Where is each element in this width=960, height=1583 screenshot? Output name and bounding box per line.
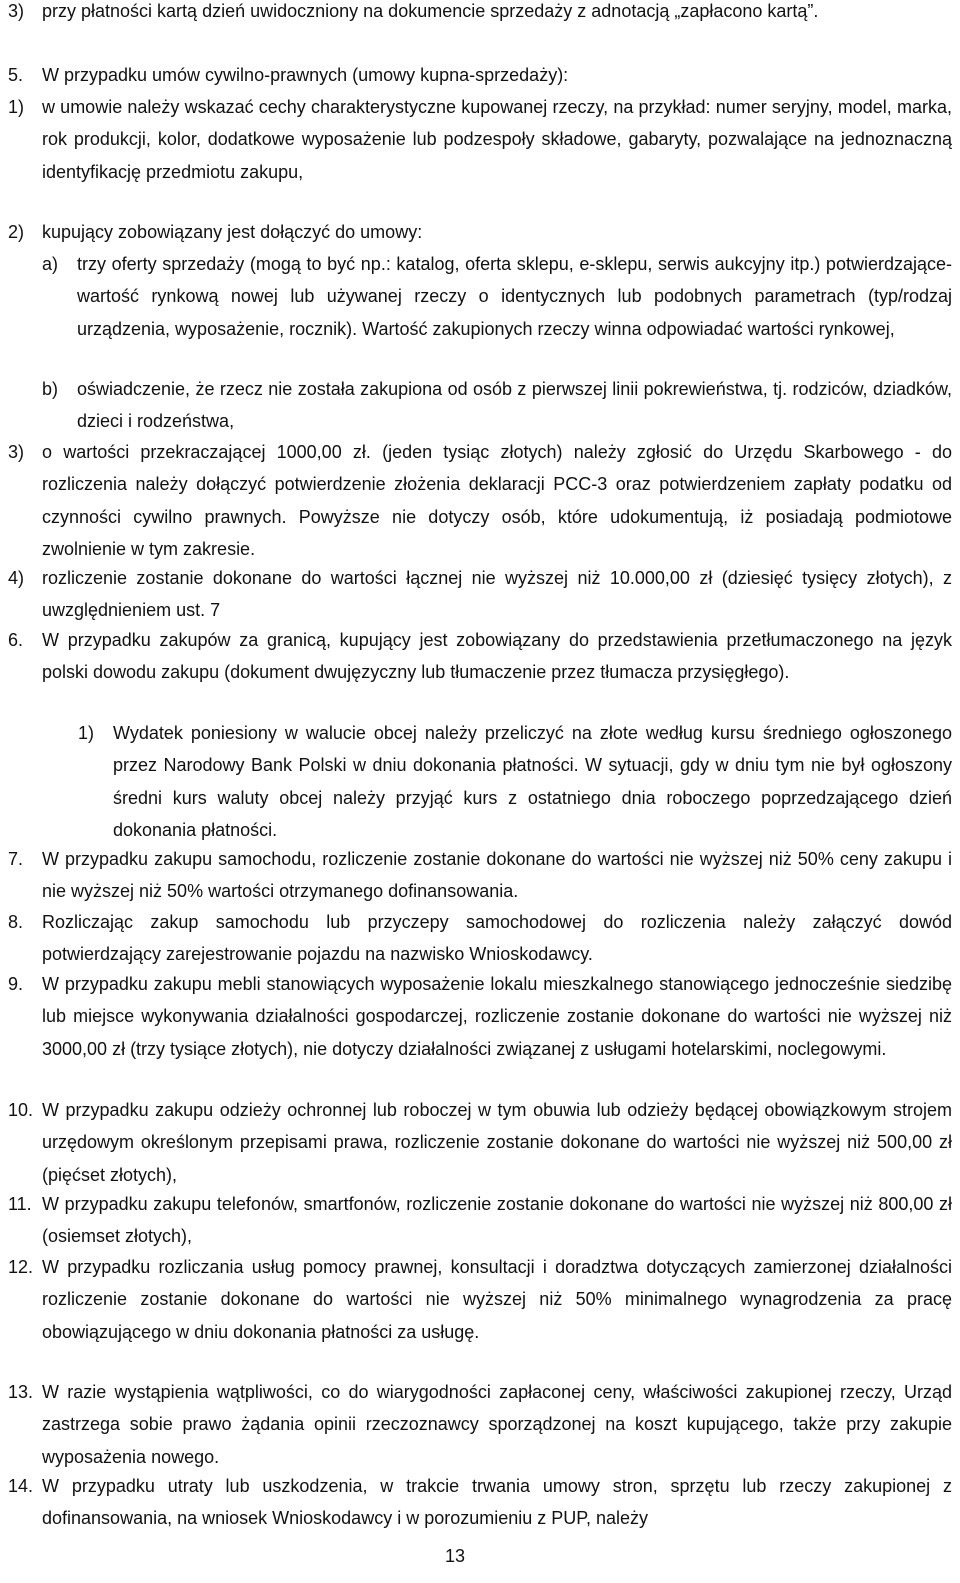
section-text: W przypadku rozliczania usług pomocy prawnej, konsultacji i doradztwa dotyczących zamierzonej działalności rozliczenie zostanie dokonane do wartości nie wyższej niż 50% minimalnego wynagrodzenia za pracę obowiązującego w dniu dokonania płatności za usługę. [42,1257,952,1342]
list-item-label: 3) [8,1,25,21]
list-item-text: o wartości przekraczającej 1000,00 zł. (jeden tysiąc złotych) należy zgłosić do Urzędu Skarbowego - do rozliczenia należy dołączyć potwierdzenie złożenia deklaracji PCC-3 oraz potwierdzeniem zapłaty podatku od czynności cywilno prawnych. Powyższe nie dotyczy osób, które udokumentują, iż posiadają podmiotowe zwolnienie w tym zakresie. [42,442,952,560]
sub-item-label: 1) [78,723,95,743]
list-item-label: 2) [8,222,25,242]
sub-item-label: a) [42,254,59,274]
section-number: 6. [8,630,24,650]
sub-item-text: trzy oferty sprzedaży (mogą to być np.: katalog, oferta sklepu, e-sklepu, serwis aukcyjny itp.) potwierdzające-wartość rynkową nowej lub używanej rzeczy o identycznych lub podobnych parametrach (typ/rodzaj urządzenia, wyposażenie, rocznik). Wartość zakupionych rzeczy winna odpowiadać wartości rynkowej, [77,254,952,339]
list-item-label: 3) [8,442,25,462]
section-text: W przypadku umów cywilno-prawnych (umowy kupna-sprzedaży): [42,65,569,85]
list-item-text: rozliczenie zostanie dokonane do wartości łącznej nie wyższej niż 10.000,00 zł (dziesięć tysięcy złotych), z uwzględnieniem ust. 7 [42,568,952,621]
section-number: 11. [8,1194,32,1214]
page-number: 13 [444,1546,466,1566]
section-number: 5. [8,65,24,85]
section-text: W przypadku zakupów za granicą, kupujący jest zobowiązany do przedstawienia przetłumaczonego na język polski dowodu zakupu (dokument dwujęzyczny lub tłumaczenie przez tłumacza przysięgłego). [42,630,952,683]
section-text: Rozliczając zakup samochodu lub przyczepy samochodowej do rozliczenia należy załączyć dowód potwierdzający zarejestrowanie pojazdu na nazwisko Wnioskodawcy. [42,912,952,965]
sub-item-text: oświadczenie, że rzecz nie została zakupiona od osób z pierwszej linii pokrewieństwa, tj. rodziców, dziadków, dzieci i rodzeństwa, [77,379,952,432]
section-text: W przypadku zakupu telefonów, smartfonów, rozliczenie zostanie dokonane do wartości nie wyższej niż 800,00 zł (osiemset złotych), [42,1194,952,1247]
section-number: 10. [8,1100,34,1120]
list-item-text: przy płatności kartą dzień uwidoczniony na dokumencie sprzedaży z adnotacją „zapłacono kartą”. [42,1,819,21]
sub-item-text: Wydatek poniesiony w walucie obcej należy przeliczyć na złote według kursu średniego ogłoszonego przez Narodowy Bank Polski w dniu dokonania płatności. W sytuacji, gdy w dniu tym nie był ogłoszony średni kurs waluty obcej należy przyjąć kurs z ostatniego dnia roboczego poprzedzającego dzień dokonania płatności. [113,723,952,841]
section-text: W przypadku zakupu odzieży ochronnej lub roboczej w tym obuwia lub odzieży będącej obowiązkowym strojem urzędowym określonym przepisami prawa, rozliczenie zostanie dokonane do wartości nie wyższej niż 500,00 zł (pięćset złotych), [42,1100,952,1185]
section-number: 7. [8,849,24,869]
section-number: 12. [8,1257,34,1277]
section-text: W razie wystąpienia wątpliwości, co do wiarygodności zapłaconej ceny, właściwości zakupionej rzeczy, Urząd zastrzega sobie prawo żądania opinii rzeczoznawcy sporządzonej na koszt kupującego, także przy zakupie wyposażenia nowego. [42,1382,952,1467]
section-text: W przypadku zakupu samochodu, rozliczenie zostanie dokonane do wartości nie wyższej niż 50% ceny zakupu i nie wyższej niż 50% wartości otrzymanego dofinansowania. [42,849,952,902]
list-item-label: 1) [8,97,25,117]
section-number: 13. [8,1382,34,1402]
section-number: 9. [8,974,24,994]
list-item-text: kupujący zobowiązany jest dołączyć do umowy: [42,222,423,242]
sub-item-label: b) [42,379,59,399]
section-text: W przypadku utraty lub uszkodzenia, w trakcie trwania umowy stron, sprzętu lub rzeczy zakupionej z dofinansowania, na wniosek Wnioskodawcy i w porozumieniu z PUP, należy [42,1476,952,1529]
section-number: 14. [8,1476,34,1496]
list-item-label: 4) [8,568,25,588]
section-text: W przypadku zakupu mebli stanowiących wyposażenie lokalu mieszkalnego stanowiącego jednocześnie siedzibę lub miejsce wykonywania działalności gospodarczej, rozliczenie zostanie dokonane do wartości nie wyższej niż 3000,00 zł (trzy tysiące złotych), nie dotyczy działalności związanej z usługami hotelarskimi, noclegowymi. [42,974,952,1059]
section-number: 8. [8,912,24,932]
list-item-text: w umowie należy wskazać cechy charakterystyczne kupowanej rzeczy, na przykład: numer seryjny, model, marka, rok produkcji, kolor, dodatkowe wyposażenie lub podzespoły składowe, gabaryty, pozwalające na jednoznaczną identyfikację przedmiotu zakupu, [42,97,952,182]
